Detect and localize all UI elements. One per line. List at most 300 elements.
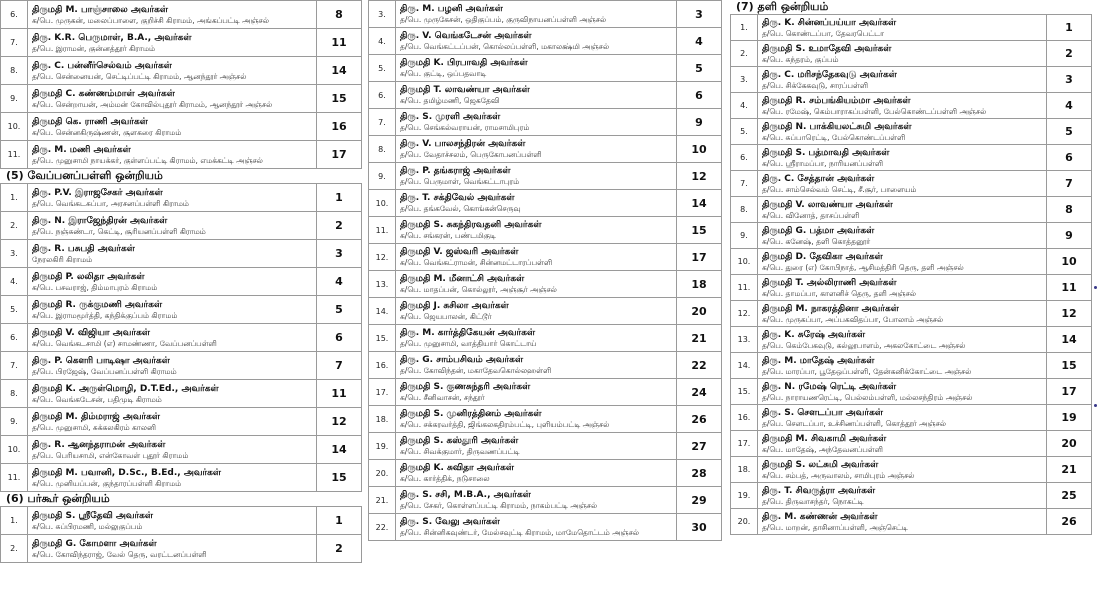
member-address: த/பெ. கொண்டப்பா, தேவரபெட்டா — [762, 28, 885, 38]
member-cell — [28, 464, 317, 492]
member-cell — [758, 483, 1047, 509]
member-address: க/பெ. முனியப்பன், குந்தாரப்பள்ளி கிராமம் — [32, 478, 182, 488]
table-row — [369, 379, 722, 406]
directory-section — [0, 0, 362, 169]
member-address: த/பெ. திருவாசந்தர், நொகட்டி — [762, 496, 864, 506]
serial-number: 9. — [731, 223, 758, 249]
member-address: த/பெ. சின்னிகவுண்டர், மேல்சவுட்டி கிராமம், மாமேதொட்டம் அஞ்சல் — [400, 528, 639, 537]
member-address: த/பெ. சௌடப்பா, உச்சிணப்பள்ளி, கொத்தூர் அஞ்சல் — [762, 418, 946, 428]
member-name: திரு. K. சுரேஷ் அவர்கள் — [762, 329, 866, 340]
member-cell — [28, 184, 317, 212]
table-row — [369, 487, 722, 514]
table-row — [1, 464, 362, 492]
member-cell — [396, 514, 677, 541]
section-heading: (6) பர்கூர் ஒன்றியம் — [6, 492, 110, 505]
member-cell — [28, 212, 317, 240]
page-number: 25 — [1047, 483, 1092, 509]
page-number: 10 — [1047, 249, 1092, 275]
member-address: க/பெ. சுப்பாரெட்டி, பேல்கொண்டப்பள்ளி — [762, 132, 906, 142]
member-name: திரு. N. இராஜேந்திரன் அவர்கள் — [32, 215, 168, 226]
member-name: திரு. T. சக்திவேல் அவர்கள் — [400, 193, 515, 203]
page-number: 15 — [317, 464, 362, 492]
serial-number: 14. — [369, 298, 396, 325]
serial-number: 20. — [369, 460, 396, 487]
member-cell — [396, 406, 677, 433]
table-row — [731, 41, 1092, 67]
member-address: க/பெ. துரை (எ) கோபிநாத், ஆசிமத்திரி தெரு, தளி அஞ்சல் — [762, 262, 964, 272]
page-number: 5 — [317, 296, 362, 324]
member-name: திருமதி S. பத்மாவதி அவர்கள் — [762, 147, 890, 158]
table-row — [1, 408, 362, 436]
table-row — [1, 380, 362, 408]
serial-number: 7. — [731, 171, 758, 197]
serial-number: 18. — [731, 457, 758, 483]
page-number: 26 — [677, 406, 722, 433]
member-cell — [396, 55, 677, 82]
member-address: த/பெ. மாறன், தாசினாப்பள்ளி, அஞ்செட்டி — [762, 522, 908, 532]
serial-number: 12. — [731, 301, 758, 327]
member-cell — [758, 353, 1047, 379]
member-name: திருமதி N. பாக்கியலட்சுமி அவர்கள் — [762, 121, 912, 132]
table-row — [369, 109, 722, 136]
member-name: திருமதி V. விஜியா அவர்கள் — [32, 327, 150, 338]
member-name: திரு. M. மாதேஷ் அவர்கள் — [762, 355, 875, 366]
member-cell — [758, 15, 1047, 41]
member-address: நேரலகிரி கிராமம் — [32, 254, 93, 264]
table-row — [369, 136, 722, 163]
table-row — [731, 327, 1092, 353]
page-number: 12 — [317, 408, 362, 436]
member-name: திருமதி S. லட்சுமி அவர்கள் — [762, 459, 879, 470]
page-number: 6 — [317, 324, 362, 352]
member-name: திருமதி D. தேவிகா அவர்கள் — [762, 251, 883, 262]
member-name: திரு. N. ரமேஷ் ரெட்டி அவர்கள் — [762, 381, 897, 392]
member-name: திருமதி G. கோமளா அவர்கள் — [32, 538, 157, 549]
member-cell — [758, 93, 1047, 119]
member-name: திருமதி S. முனிரத்தினம் அவர்கள் — [400, 409, 542, 419]
member-name: திருமதி J. சுசிலா அவர்கள் — [400, 301, 509, 311]
margin-mark-icon — [1094, 286, 1097, 289]
page-number: 30 — [677, 514, 722, 541]
member-cell — [396, 163, 677, 190]
page-number: 9 — [677, 109, 722, 136]
member-name: திருமதி M. திம்மராஜ் அவர்கள் — [32, 411, 161, 422]
page-number: 2 — [317, 212, 362, 240]
member-address: க/பெ. குட்டி, ஒப்பதவாடி — [400, 69, 487, 78]
member-cell — [758, 41, 1047, 67]
page-number: 11 — [317, 29, 362, 57]
page-number: 19 — [1047, 405, 1092, 431]
table-row — [1, 57, 362, 85]
serial-number: 6. — [731, 145, 758, 171]
serial-number: 3. — [1, 240, 28, 268]
member-address: க/பெ. சுந்தரம், குப்பம் — [762, 54, 839, 64]
member-name: திருமதி S. ஸ்ரீதேவி அவர்கள் — [32, 510, 154, 521]
page-number: 17 — [317, 141, 362, 169]
page-number: 11 — [317, 380, 362, 408]
member-cell — [396, 244, 677, 271]
member-cell — [396, 460, 677, 487]
member-address: த/பெ. கெம்பேகவுடு, கல்லூபாளம், அகலகோட்டை அஞ்சல் — [762, 340, 966, 350]
member-address: க/பெ. ரமேஷ், கெம்பாராகப்பள்ளி, பேல்கொண்டப்பள்ளி அஞ்சல் — [762, 106, 987, 116]
member-address: க/பெ. மாதேஷ், அந்தேவனப்பள்ளி — [762, 444, 883, 454]
member-cell — [28, 436, 317, 464]
table-row — [369, 406, 722, 433]
serial-number: 8. — [369, 136, 396, 163]
table-row — [731, 483, 1092, 509]
page-number: 5 — [1047, 119, 1092, 145]
serial-number: 2. — [1, 212, 28, 240]
member-address: த/பெ. பெருமாள், வெங்கட்டாபுரம் — [400, 177, 520, 186]
page-number: 20 — [677, 298, 722, 325]
member-name: திரு. S. முரளி அவர்கள் — [400, 112, 501, 122]
page-number: 2 — [317, 535, 362, 563]
table-row — [1, 436, 362, 464]
page-number: 8 — [317, 1, 362, 29]
member-cell — [28, 113, 317, 141]
page-number: 7 — [317, 352, 362, 380]
member-cell — [758, 509, 1047, 535]
member-cell — [28, 29, 317, 57]
member-cell — [28, 352, 317, 380]
page-number: 15 — [1047, 353, 1092, 379]
page-number: 12 — [677, 163, 722, 190]
page-number: 26 — [1047, 509, 1092, 535]
member-name: திருமதி G. பத்மா அவர்கள் — [762, 225, 875, 236]
member-address: த/பெ. மாரப்பா, பூதேஒப்பள்ளி, தேன்கனிக்கோட்டை அஞ்சல் — [762, 366, 972, 376]
serial-number: 21. — [369, 487, 396, 514]
column-2 — [368, 0, 722, 600]
table-row — [731, 15, 1092, 41]
member-cell — [396, 379, 677, 406]
member-cell — [28, 85, 317, 113]
table-row — [369, 163, 722, 190]
member-address: க/பெ. தமிழ்மணி, ஜெகதேவி — [400, 96, 500, 105]
member-cell — [396, 1, 677, 28]
serial-number: 2. — [1, 535, 28, 563]
member-address: த/பெ. முனுசாமி நாயக்கர், குள்ளப்பட்டி கிராமம், எமக்கட்டி அஞ்சல் — [32, 155, 263, 165]
member-name: திரு. R. ஆனந்தராமன் அவர்கள் — [32, 439, 166, 450]
member-address: க/பெ. சம்பத், அருவாலம், சாமிபுரம் அஞ்சல் — [762, 470, 915, 480]
directory-table — [0, 506, 362, 563]
page-number: 1 — [317, 184, 362, 212]
member-address: க/பெ. கனேஷ், தளி கொத்தனூர் — [762, 236, 871, 246]
page-number: 14 — [677, 190, 722, 217]
member-cell — [396, 487, 677, 514]
page-number: 9 — [1047, 223, 1092, 249]
serial-number: 22. — [369, 514, 396, 541]
page-number: 4 — [1047, 93, 1092, 119]
table-row — [731, 301, 1092, 327]
table-row — [369, 55, 722, 82]
member-cell — [758, 457, 1047, 483]
table-row — [1, 352, 362, 380]
member-name: திருமதி R. ருக்குமணி அவர்கள் — [32, 299, 163, 310]
table-row — [1, 113, 362, 141]
serial-number: 14. — [731, 353, 758, 379]
member-address: க/பெ. ஸ்ரீராமப்பா, நாரியனப்பள்ளி — [762, 158, 883, 168]
member-address: க/பெ. சிவக்குமார், திருவணப்பட்டி — [400, 447, 520, 456]
member-name: திரு. G. சாம்பசிவம் அவர்கள் — [400, 355, 524, 365]
member-name: திரு. S. வேலு அவர்கள் — [400, 517, 500, 527]
table-row — [731, 405, 1092, 431]
table-row — [369, 28, 722, 55]
serial-number: 6. — [1, 1, 28, 29]
table-row — [731, 223, 1092, 249]
serial-number: 19. — [731, 483, 758, 509]
member-name: திருமதி T. அல்லிராணி அவர்கள் — [762, 277, 897, 288]
member-name: திரு. C. சேத்தான் அவர்கள் — [762, 173, 875, 184]
member-name: திரு. K. சின்னப்பய்யா அவர்கள் — [762, 17, 897, 28]
serial-number: 7. — [1, 29, 28, 57]
table-row — [1, 212, 362, 240]
table-row — [369, 244, 722, 271]
table-row — [731, 171, 1092, 197]
member-name: திருமதி கெ. ராணி அவர்கள் — [32, 116, 148, 127]
member-address: த/பெ. நாராயணரெட்டி, பெல்லம்பள்ளி, மல்லசந்திரம் அஞ்சல் — [762, 392, 973, 402]
member-address: க/பெ. கார்த்திக், நடுசாலை — [400, 474, 490, 483]
page-number: 27 — [677, 433, 722, 460]
member-address: க/பெ. மாதப்பன், கொல்லூர், அஞ்சூர் அஞ்சல் — [400, 285, 557, 294]
member-address: த/பெ. சிக்கேகவுடு, சாரப்பள்ளி — [762, 80, 868, 90]
page-number: 4 — [317, 268, 362, 296]
page-number: 14 — [317, 436, 362, 464]
member-address: க/பெ. சென்னகிருஷ்ணன், சூளகரை கிராமம் — [32, 127, 182, 137]
page-number: 17 — [677, 244, 722, 271]
member-cell — [758, 67, 1047, 93]
member-name: திரு. V. வெங்கடேசன் அவர்கள் — [400, 31, 532, 41]
serial-number: 5. — [1, 296, 28, 324]
member-address: த/பெ. முனுசாமி, சுக்கலகிரம் காலனி — [32, 422, 156, 432]
serial-number: 5. — [369, 55, 396, 82]
directory-table — [0, 0, 362, 169]
table-row — [731, 93, 1092, 119]
member-cell — [28, 296, 317, 324]
member-cell — [758, 171, 1047, 197]
member-address: த/பெ. சாம்செல்வம் செட்டி, சீ.சூர், பாளையம் — [762, 184, 917, 194]
table-row — [369, 298, 722, 325]
member-cell — [396, 433, 677, 460]
member-name: திருமதி M. நாகரத்தினா அவர்கள் — [762, 303, 899, 314]
table-row — [731, 249, 1092, 275]
table-row — [731, 379, 1092, 405]
member-cell — [28, 240, 317, 268]
member-address: த/பெ. இராமன், குன்னத்தூர் கிராமம் — [32, 43, 156, 53]
page-number: 6 — [677, 82, 722, 109]
member-cell — [396, 136, 677, 163]
serial-number: 8. — [731, 197, 758, 223]
serial-number: 15. — [369, 325, 396, 352]
page-number: 6 — [1047, 145, 1092, 171]
section-heading: (5) வேப்பனப்பள்ளி ஒன்றியம் — [6, 169, 163, 182]
member-address: க/பெ. சுப்பிரமணி, மல்லுகுப்பம் — [32, 521, 143, 531]
page-number: 29 — [677, 487, 722, 514]
member-address: த/பெ. வேதாச்சலம், பெருகோபனப்பள்ளி — [400, 150, 542, 159]
serial-number: 13. — [369, 271, 396, 298]
serial-number: 19. — [369, 433, 396, 460]
serial-number: 1. — [1, 184, 28, 212]
member-name: திரு. S. சசி, M.B.A., அவர்கள் — [400, 490, 531, 500]
member-cell — [28, 535, 317, 563]
member-address: த/பெ. கோவிந்தன், மகாதேவகொல்லஹள்ளி — [400, 366, 552, 375]
serial-number: 8. — [1, 380, 28, 408]
member-address: க/பெ. வெங்கட்ராமன், சின்னமட்டாரப்பள்ளி — [400, 258, 553, 267]
serial-number: 11. — [731, 275, 758, 301]
member-cell — [28, 380, 317, 408]
serial-number: 17. — [369, 379, 396, 406]
serial-number: 10. — [1, 113, 28, 141]
member-cell — [758, 119, 1047, 145]
member-cell — [396, 109, 677, 136]
member-name: திருமதி S. கஸ்தூரி அவர்கள் — [400, 436, 519, 446]
member-name: திரு. K.R. பெருமாள், B.A., அவர்கள் — [32, 32, 192, 43]
page-number: 14 — [1047, 327, 1092, 353]
serial-number: 11. — [369, 217, 396, 244]
table-row — [1, 85, 362, 113]
page-number: 22 — [677, 352, 722, 379]
member-address: க/பெ. சங்கரன், பண்டமிகுடி — [400, 231, 497, 240]
member-name: திருமதி K. பிரபாவதி அவர்கள் — [400, 58, 528, 68]
member-address: த/பெ. வெங்கட்டப்பன், கொல்லப்பள்ளி, மகாலக்ஷ்மி அஞ்சல் — [400, 42, 610, 51]
member-address: க/பெ. முருகப்பா, அப்பகவிதப்பா, போலாம் அஞ்சல் — [762, 314, 944, 324]
member-name: திரு. M. மணி அவர்கள் — [32, 144, 131, 155]
member-address: க/பெ. பசவராஜ், திம்மாபுரம் கிராமம் — [32, 282, 158, 292]
table-row — [1, 141, 362, 169]
table-row — [731, 353, 1092, 379]
member-cell — [396, 271, 677, 298]
table-row — [1, 324, 362, 352]
serial-number: 4. — [369, 28, 396, 55]
member-name: திருமதி K. சுவிதா அவர்கள் — [400, 463, 514, 473]
page-number: 2 — [1047, 41, 1092, 67]
member-name: திருமதி P. லலிதா அவர்கள் — [32, 271, 145, 282]
column-3 — [730, 0, 1092, 600]
page-number: 16 — [317, 113, 362, 141]
serial-number: 16. — [369, 352, 396, 379]
table-row — [731, 67, 1092, 93]
member-cell — [758, 145, 1047, 171]
serial-number: 18. — [369, 406, 396, 433]
member-cell — [396, 352, 677, 379]
member-address: த/பெ. முனுசாமி, வாத்தியார் கொட்டாய் — [400, 339, 537, 348]
table-row — [369, 217, 722, 244]
page-number: 10 — [677, 136, 722, 163]
table-row — [369, 460, 722, 487]
member-name: திரு. M. கார்த்திகேயன் அவர்கள் — [400, 328, 536, 338]
member-cell — [396, 298, 677, 325]
member-address: க/பெ. சக்கரவர்த்தி, ஜிங்கலகதிரம்பட்டி, புளியம்பட்டி அஞ்சல் — [400, 420, 610, 429]
member-address: த/பெ. சென்னையன், செட்டிப்பட்டி கிராமம், ஆனந்தூர் அஞ்சல் — [32, 71, 247, 81]
serial-number: 4. — [1, 268, 28, 296]
member-cell — [396, 325, 677, 352]
table-row — [731, 509, 1092, 535]
member-address: க/பெ. முருகன், மலைப்பாளை, குறிச்சி கிராமம், அங்கப்பட்டி அஞ்சல் — [32, 15, 269, 25]
serial-number: 6. — [1, 324, 28, 352]
table-row — [369, 271, 722, 298]
member-name: திரு. V. பாலசந்திரன் அவர்கள் — [400, 139, 526, 149]
member-name: திரு. M. கண்ணன் அவர்கள் — [762, 511, 878, 522]
member-address: த/பெ. பிரஜேஷ், வேப்பனப்பள்ளி கிராமம் — [32, 366, 177, 376]
member-cell — [28, 324, 317, 352]
serial-number: 9. — [1, 408, 28, 436]
member-cell — [396, 217, 677, 244]
serial-number: 5. — [731, 119, 758, 145]
serial-number: 7. — [1, 352, 28, 380]
member-address: க/பெ. வினோத், தாசப்பள்ளி — [762, 210, 860, 220]
table-row — [731, 431, 1092, 457]
member-cell — [758, 431, 1047, 457]
member-name: திருமதி R. சம்பங்கியம்மா அவர்கள் — [762, 95, 911, 106]
directory-section — [0, 492, 362, 563]
member-name: திரு. C. மரிசந்தேகவுடு அவர்கள் — [762, 69, 897, 80]
table-row — [731, 119, 1092, 145]
directory-table — [730, 14, 1092, 535]
member-cell — [28, 57, 317, 85]
member-address: த/பெ. சேகர், கொள்ளப்பட்டி கிராமம், நாகம்பட்டி அஞ்சல் — [400, 501, 598, 510]
serial-number: 6. — [369, 82, 396, 109]
table-row — [731, 457, 1092, 483]
page-number: 7 — [1047, 171, 1092, 197]
member-cell — [396, 28, 677, 55]
page-number: 15 — [317, 85, 362, 113]
member-cell — [28, 408, 317, 436]
table-row — [369, 352, 722, 379]
member-name: திருமதி M. பவானி, D.Sc., B.Ed., அவர்கள் — [32, 467, 222, 478]
member-cell — [758, 197, 1047, 223]
member-address: த/பெ. செங்கல்வராயன், ராமசாமிபுரம் — [400, 123, 530, 132]
member-cell — [28, 141, 317, 169]
serial-number: 16. — [731, 405, 758, 431]
page-number: 28 — [677, 460, 722, 487]
member-name: திருமதி M. சிவகாமி அவர்கள் — [762, 433, 887, 444]
table-row — [1, 240, 362, 268]
page-number: 20 — [1047, 431, 1092, 457]
table-row — [369, 1, 722, 28]
member-address: க/பெ. சென்றாயன், அம்மன் கோவில்புதூர் கிராமம், ஆனந்தூர் அஞ்சல் — [32, 99, 273, 109]
serial-number: 11. — [1, 464, 28, 492]
page-number: 11 — [1047, 275, 1092, 301]
page-number: 4 — [677, 28, 722, 55]
member-address: க/பெ. ஜெயபாலன், கிட்டூர் — [400, 312, 492, 321]
page-number: 18 — [677, 271, 722, 298]
table-row — [731, 145, 1092, 171]
page-number: 3 — [677, 1, 722, 28]
member-address: த/பெ. நஞ்சுண்டா, கெட்டி, சூரியனப்பள்ளி கிராமம் — [32, 226, 206, 236]
member-name: திரு. T. சிவருத்ரா அவர்கள் — [762, 485, 876, 496]
page-number: 8 — [1047, 197, 1092, 223]
member-name: திருமதி C. கண்ணம்மாள் அவர்கள் — [32, 88, 175, 99]
page-number: 1 — [317, 507, 362, 535]
serial-number: 10. — [731, 249, 758, 275]
member-name: திருமதி V. ஜஸ்வரி அவர்கள் — [400, 247, 519, 257]
member-cell — [28, 268, 317, 296]
page-number: 3 — [317, 240, 362, 268]
member-name: திருமதி V. லாவண்யா அவர்கள் — [762, 199, 893, 210]
table-row — [369, 190, 722, 217]
table-row — [1, 507, 362, 535]
page-number: 17 — [1047, 379, 1092, 405]
member-cell — [396, 82, 677, 109]
member-name: திருமதி S. உமாதேவி அவர்கள் — [762, 43, 892, 54]
member-cell — [758, 223, 1047, 249]
table-row — [369, 82, 722, 109]
member-name: திரு. R. பசுபதி அவர்கள் — [32, 243, 135, 254]
member-address: க/பெ. சீனிவாசன், சந்தூர் — [400, 393, 485, 402]
serial-number: 10. — [1, 436, 28, 464]
serial-number: 15. — [731, 379, 758, 405]
member-name: திருமதி K. அருள்மொழி, D.T.Ed., அவர்கள் — [32, 383, 219, 394]
member-cell — [28, 507, 317, 535]
